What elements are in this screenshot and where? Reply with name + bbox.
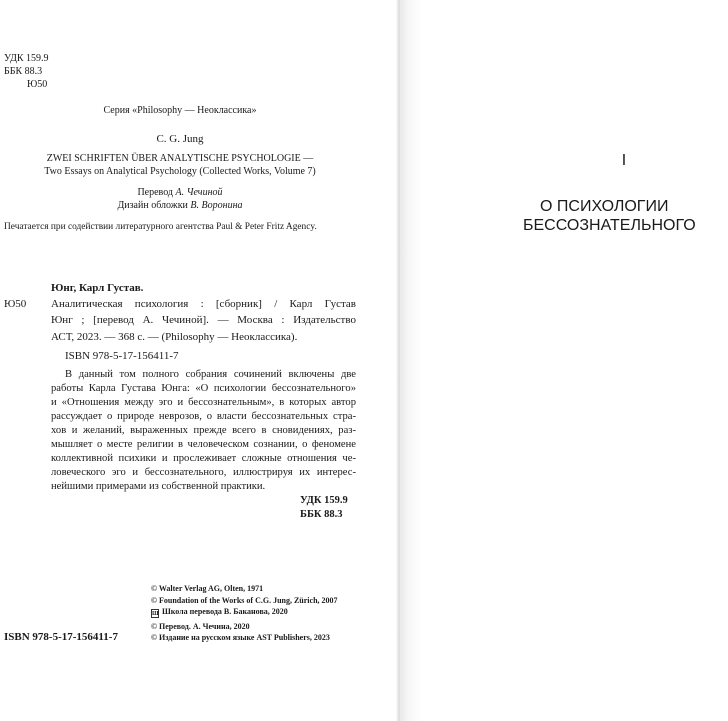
english-title: Two Essays on Analytical Psychology (Collected Works, Volume 7) bbox=[44, 166, 316, 177]
translator-credit bbox=[0, 186, 360, 199]
annotation-line: работы Карла Густава Юнга: «О психологии бессознательного» bbox=[51, 383, 356, 394]
annotation-line: рассуждает о природе неврозов, о власти бессознательных стра- bbox=[51, 411, 356, 422]
agency-note: Печатается при содействии литературного агентства Paul & Peter Fritz Agency. bbox=[4, 222, 317, 232]
catalog-bbk: ББК 88.3 bbox=[300, 509, 343, 520]
right-page bbox=[400, 0, 728, 721]
annotation-line: хов и желаний, выраженных прежде всего в сновидениях, раз- bbox=[51, 425, 356, 436]
copyright-line-school bbox=[151, 607, 288, 618]
part-title-line-1: О ПСИХОЛОГИИ bbox=[540, 198, 669, 215]
annotation-line: мышляет о месте религии в человеческом сознании, о феномене bbox=[51, 439, 356, 450]
isbn-bottom: ISBN 978-5-17-156411-7 bbox=[4, 631, 118, 643]
author-code-top: Ю50 bbox=[27, 79, 48, 90]
school-logo-icon: Ш bbox=[152, 611, 159, 617]
cover-prefix: Дизайн обложки bbox=[117, 200, 191, 211]
copyright-line: © Foundation of the Works of C.G. Jung, Zürich, 2007 bbox=[151, 596, 338, 605]
series-line: Серия «Philosophy — Неоклассика» bbox=[103, 105, 257, 116]
catalog-heading: Юнг, Карл Густав. bbox=[51, 282, 144, 294]
catalog-isbn: ISBN 978-5-17-156411-7 bbox=[65, 350, 179, 362]
catalog-description bbox=[51, 296, 356, 345]
translator-prefix: Перевод bbox=[137, 187, 176, 198]
catalog-desc-line: Юнг ; [перевод А. Чечиной]. — Москва : Издательство bbox=[51, 314, 356, 327]
udk-top: УДК 159.9 bbox=[4, 53, 49, 64]
annotation-line: и «Отношения между эго и бессознательным», в которых автор bbox=[51, 397, 356, 408]
copyright-line: © Walter Verlag AG, Olten, 1971 bbox=[151, 584, 264, 593]
catalog-desc-line: АСТ, 2023. — 368 с. — (Philosophy — Неоклассика). bbox=[51, 330, 298, 343]
translator-name: А. Чечиной bbox=[175, 187, 223, 198]
catalog-code: Ю50 bbox=[4, 298, 27, 310]
cover-designer-credit bbox=[0, 199, 360, 212]
original-title: ZWEI SCHRIFTEN ÜBER ANALYTISCHE PSYCHOLOGIE — bbox=[46, 153, 314, 164]
copyright-line: © Перевод. А. Чечина, 2020 bbox=[151, 622, 250, 631]
catalog-desc-line: Аналитическая психология : [сборник] / Карл Густав bbox=[51, 298, 356, 310]
annotation bbox=[51, 368, 356, 494]
annotation-line: ловеческого эго и бессознательного, иллюстрируя их интерес- bbox=[51, 467, 356, 478]
bbk-top: ББК 88.3 bbox=[4, 66, 43, 77]
part-title-line-2: БЕССОЗНАТЕЛЬНОГО bbox=[523, 217, 696, 234]
annotation-line: В данный том полного собрания сочинений включены две bbox=[65, 369, 356, 380]
copyright-school-text: Школа перевода В. Баканова, 2020 bbox=[162, 607, 288, 616]
catalog-udk: УДК 159.9 bbox=[300, 495, 348, 506]
original-author: C. G. Jung bbox=[156, 133, 204, 145]
annotation-line: нейшими примерами из собственной практики. bbox=[51, 481, 266, 492]
cover-designer-name: В. Воронина bbox=[190, 200, 243, 211]
part-number: I bbox=[621, 152, 627, 169]
copyright-line: © Издание на русском языке AST Publishers, 2023 bbox=[151, 633, 330, 642]
annotation-line: коллективной психики и прослеживает сложные отношения че- bbox=[51, 453, 356, 464]
